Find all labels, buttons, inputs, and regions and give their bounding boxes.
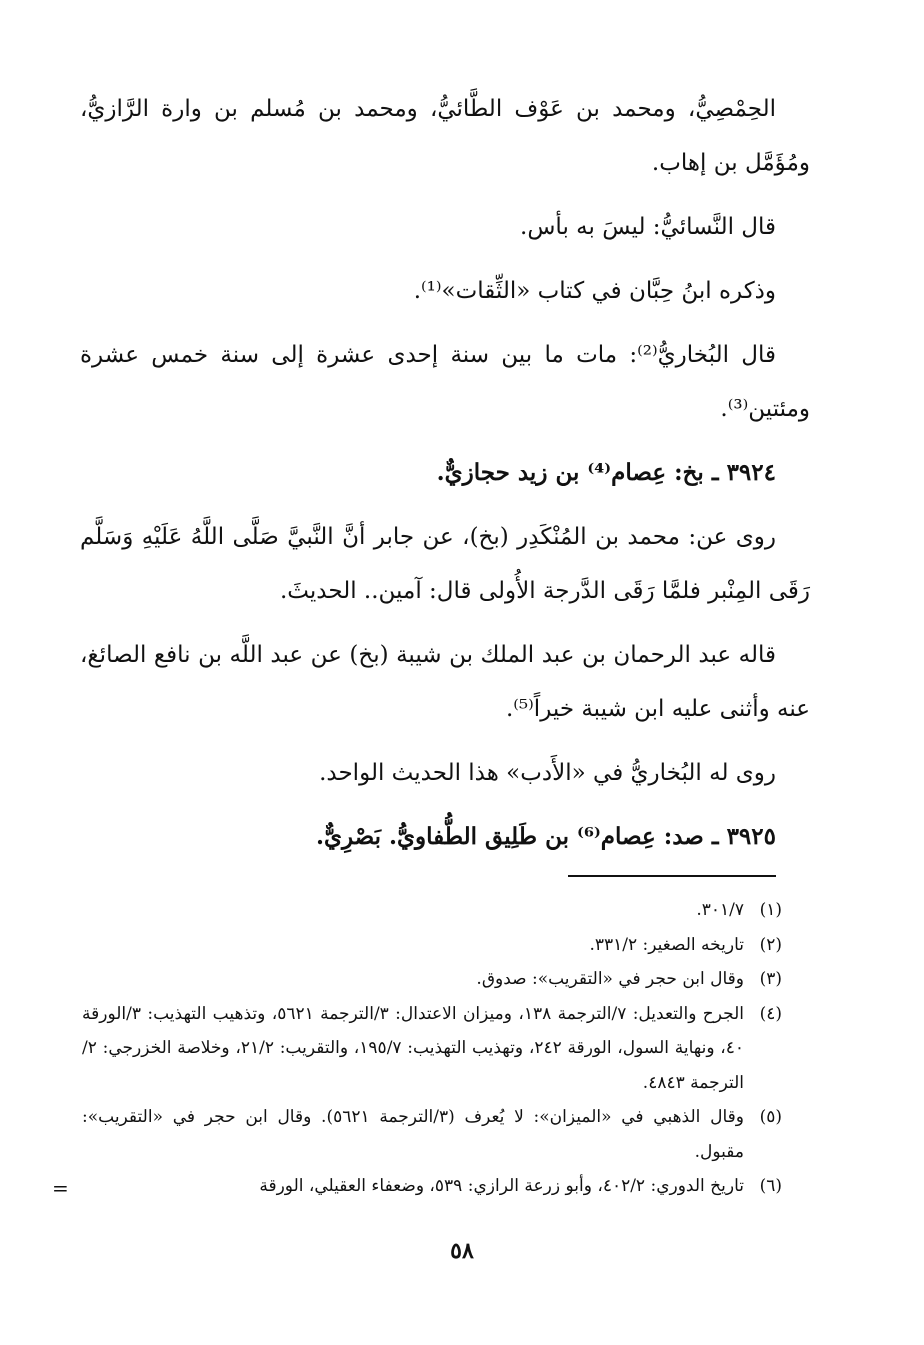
footnote-number: (٢): [759, 934, 782, 955]
paragraph-abd-al-rahman: قاله عبد الرحمان بن عبد الملك بن شيبة (بخ) عن عبد اللَّه بن نافع الصائغ، عنه وأثنى عليه ابن شيبة خيراً⁽⁵⁾.: [80, 642, 810, 722]
footnote-text: وقال ابن حجر في «التقريب»: صدوق.: [476, 969, 744, 989]
footnote-text: ٣٠١/٧.: [696, 900, 744, 920]
footnote-separator: [568, 875, 776, 877]
entry-heading-3924: ٣٩٢٤ ـ بخ: عِصام⁽⁴⁾ بن زيد حجازيٌّ.: [436, 459, 776, 486]
footnote-text: وقال الذهبي في «الميزان»: لا يُعرف (٣/الترجمة ٥٦٢١). وقال ابن حجر في «التقريب»: مقبول.: [82, 1107, 744, 1162]
paragraph-ibn-hibban: وذكره ابنُ حِبَّان في كتاب «الثِّقات»⁽¹⁾.: [413, 278, 776, 304]
footnote-number: (٤): [759, 1003, 782, 1024]
paragraph-continuation: الحِمْصِيُّ، ومحمد بن عَوْف الطَّائيُّ، ومحمد بن مُسلم بن وارة الرَّازيُّ، ومُؤَمَّل بن إهاب.: [80, 96, 810, 176]
footnote-number: (١): [759, 900, 782, 920]
footnote-6: [82, 1169, 782, 1204]
footnote-5: [82, 1100, 782, 1169]
footnote-text: تاريخه الصغير: ٣٣١/٢.: [589, 934, 744, 955]
paragraph-adab: روى له البُخاريُّ في «الأَدب» هذا الحديث الواحد.: [319, 760, 776, 786]
footnote-4: [82, 997, 782, 1101]
paragraph-bukhari-death: قال البُخاريُّ⁽²⁾: مات ما بين سنة إحدى عشرة إلى سنة خمس عشرة ومئتين⁽³⁾.: [80, 342, 810, 422]
footnote-2: [82, 928, 782, 963]
paragraph-narrated-from: روى عن: محمد بن المُنْكَدِر (بخ)، عن جابر أنَّ النَّبيَّ صَلَّى اللَّهُ عَلَيْهِ وَسَلَّم رَقَى المِنْبر فلمَّا رَقَى الدَّرجة الأُولى قال: آمين.. الحديثَ.: [80, 524, 810, 604]
continuation-mark: =: [52, 1176, 69, 1200]
footnote-3: [82, 962, 782, 997]
footnotes: [82, 893, 782, 1204]
page-number: ٥٨: [450, 1238, 474, 1264]
footnote-1: [82, 893, 782, 928]
paragraph-nasai: قال النَّسائيُّ: ليسَ به بأس.: [520, 214, 776, 240]
footnote-number: (٣): [759, 969, 782, 989]
main-text: [80, 82, 810, 864]
entry-heading-3925: ٣٩٢٥ ـ صد: عِصام⁽⁶⁾ بن طَلِيق الطُّفاويُّ. بَصْرِيٌّ.: [315, 823, 776, 850]
footnote-number: (٦): [759, 1176, 782, 1196]
footnote-text: الجرح والتعديل: ٧/الترجمة ١٣٨، وميزان الاعتدال: ٣/الترجمة ٥٦٢١، وتذهيب التهذيب: ٣/الورقة ٤٠، ونهاية السول، الورقة ٢٤٢، وتهذيب التهذيب: ١٩٥/٧، والتقريب: ٢١/٢، وخلاصة الخزرجي: ٢/الترجمة ٤٨٤٣.: [82, 1003, 745, 1093]
footnote-text: تاريخ الدوري: ٤٠٢/٢، وأبو زرعة الرازي: ٥٣٩، وضعفاء العقيلي، الورقة: [259, 1176, 744, 1196]
footnote-number: (٥): [759, 1107, 782, 1127]
